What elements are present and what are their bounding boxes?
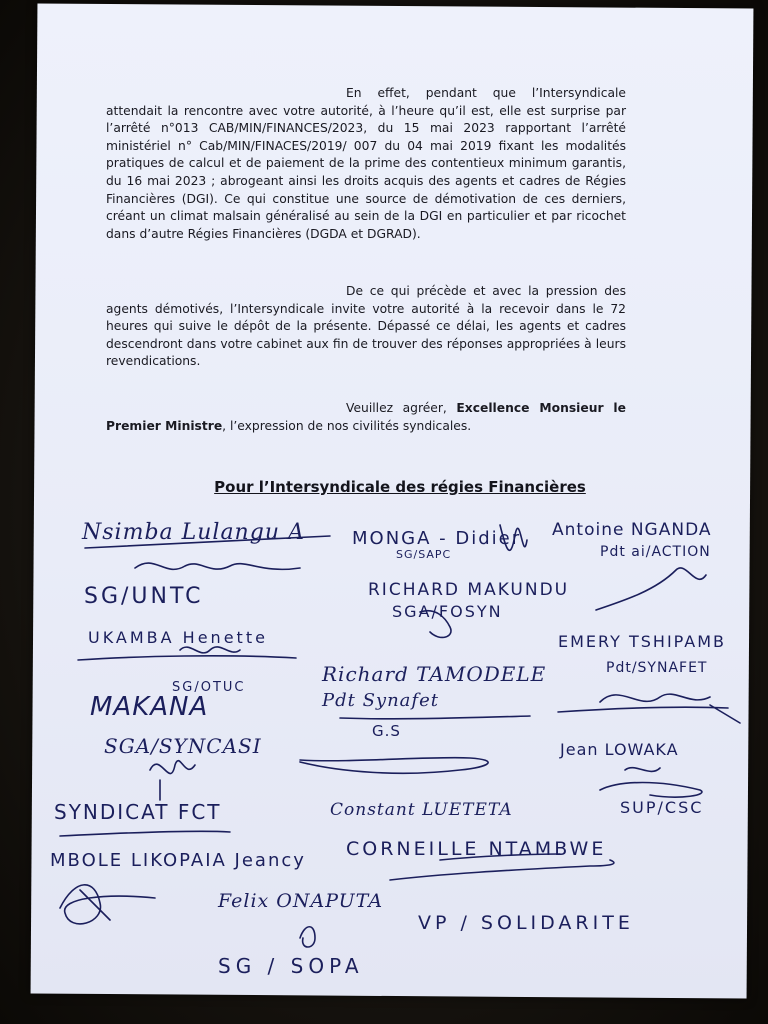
signatory-name: CORNEILLE NTAMBWE	[346, 838, 607, 860]
signatory-name: UKAMBA Henette	[88, 628, 268, 647]
signatory-title: VP / SOLIDARITE	[418, 912, 634, 934]
signatory-title: G.S	[372, 722, 401, 740]
signatory-name: Richard TAMODELE	[322, 662, 547, 686]
signatory-name: EMERY TSHIPAMB	[558, 632, 727, 651]
signatory-name: RICHARD MAKUNDU	[368, 580, 570, 600]
closing-addressee: Excellence Monsieur le Premier Ministre	[106, 401, 626, 433]
body-paragraph-1: En effet, pendant que l’Intersyndicale attendait la rencontre avec votre autorité, à l’heure qu’il est, elle est surprise par l’arrêté n°013 CAB/MIN/FINANCES/2023, du 15 mai 2023 rapportant l’arrêté ministériel n° Cab/MIN/FINACES/2019/ 007 du 04 mai 2019 fixant les modalités pratiques de calcul et de paiement de la prime des contentieux minimum garantis, du 16 mai 2023 ; abrogeant ainsi les droits acquis des agents et cadres de Régies Financières (DGI). Ce qui constitue une source de démotivation de ces derniers, créant un climat malsain généralisé au sein de la DGI en particulier et par ricochet dans d’autre Régies Financières (DGDA et DGRAD).	[106, 86, 626, 241]
signatory-title: SG / SOPA	[218, 954, 364, 978]
signatory-name: MBOLE LIKOPAIA Jeancy	[50, 850, 306, 871]
signatory-name: MAKANA	[90, 692, 209, 722]
signatory-name: Antoine NGANDA	[552, 520, 712, 540]
signatory-title: SYNDICAT FCT	[54, 800, 222, 824]
signatory-name: Nsimba Lulangu A	[82, 520, 305, 545]
signatory-name: Felix ONAPUTA	[218, 890, 384, 912]
closing-rest: , l’expression de nos civilités syndicales.	[222, 418, 472, 433]
signatories-heading: Pour l’Intersyndicale des régies Financières	[214, 478, 586, 496]
signatory-name: Jean LOWAKA	[560, 740, 679, 759]
signatory-title: SG/SAPC	[396, 548, 452, 561]
signatory-title: Pdt Synafet	[322, 690, 439, 711]
signatory-title: SG/UNTC	[84, 584, 204, 609]
signatory-title: SG/OTUC	[172, 680, 246, 695]
signatory-title: SUP/CSC	[620, 798, 704, 817]
signatory-title: SGA/SYNCASI	[104, 734, 262, 758]
signatory-title: SGA/FOSYN	[392, 602, 503, 621]
body-paragraph-2: De ce qui précède et avec la pression des agents démotivés, l’Intersyndicale invite votre autorité à la recevoir dans le 72 heures qui suive le dépôt de la présente. Dépassé ce délai, les agents et cadres descendront dans votre cabinet aux fin de trouver des réponses appropriées à leurs revendications.	[106, 284, 626, 369]
signatory-name: MONGA - Didier	[352, 528, 522, 549]
signatory-name: Constant LUETETA	[330, 800, 513, 820]
signatory-title: Pdt ai/ACTION	[600, 544, 711, 560]
signatory-title: Pdt/SYNAFET	[606, 660, 708, 676]
closing-intro: Veuillez agréer,	[346, 401, 457, 415]
